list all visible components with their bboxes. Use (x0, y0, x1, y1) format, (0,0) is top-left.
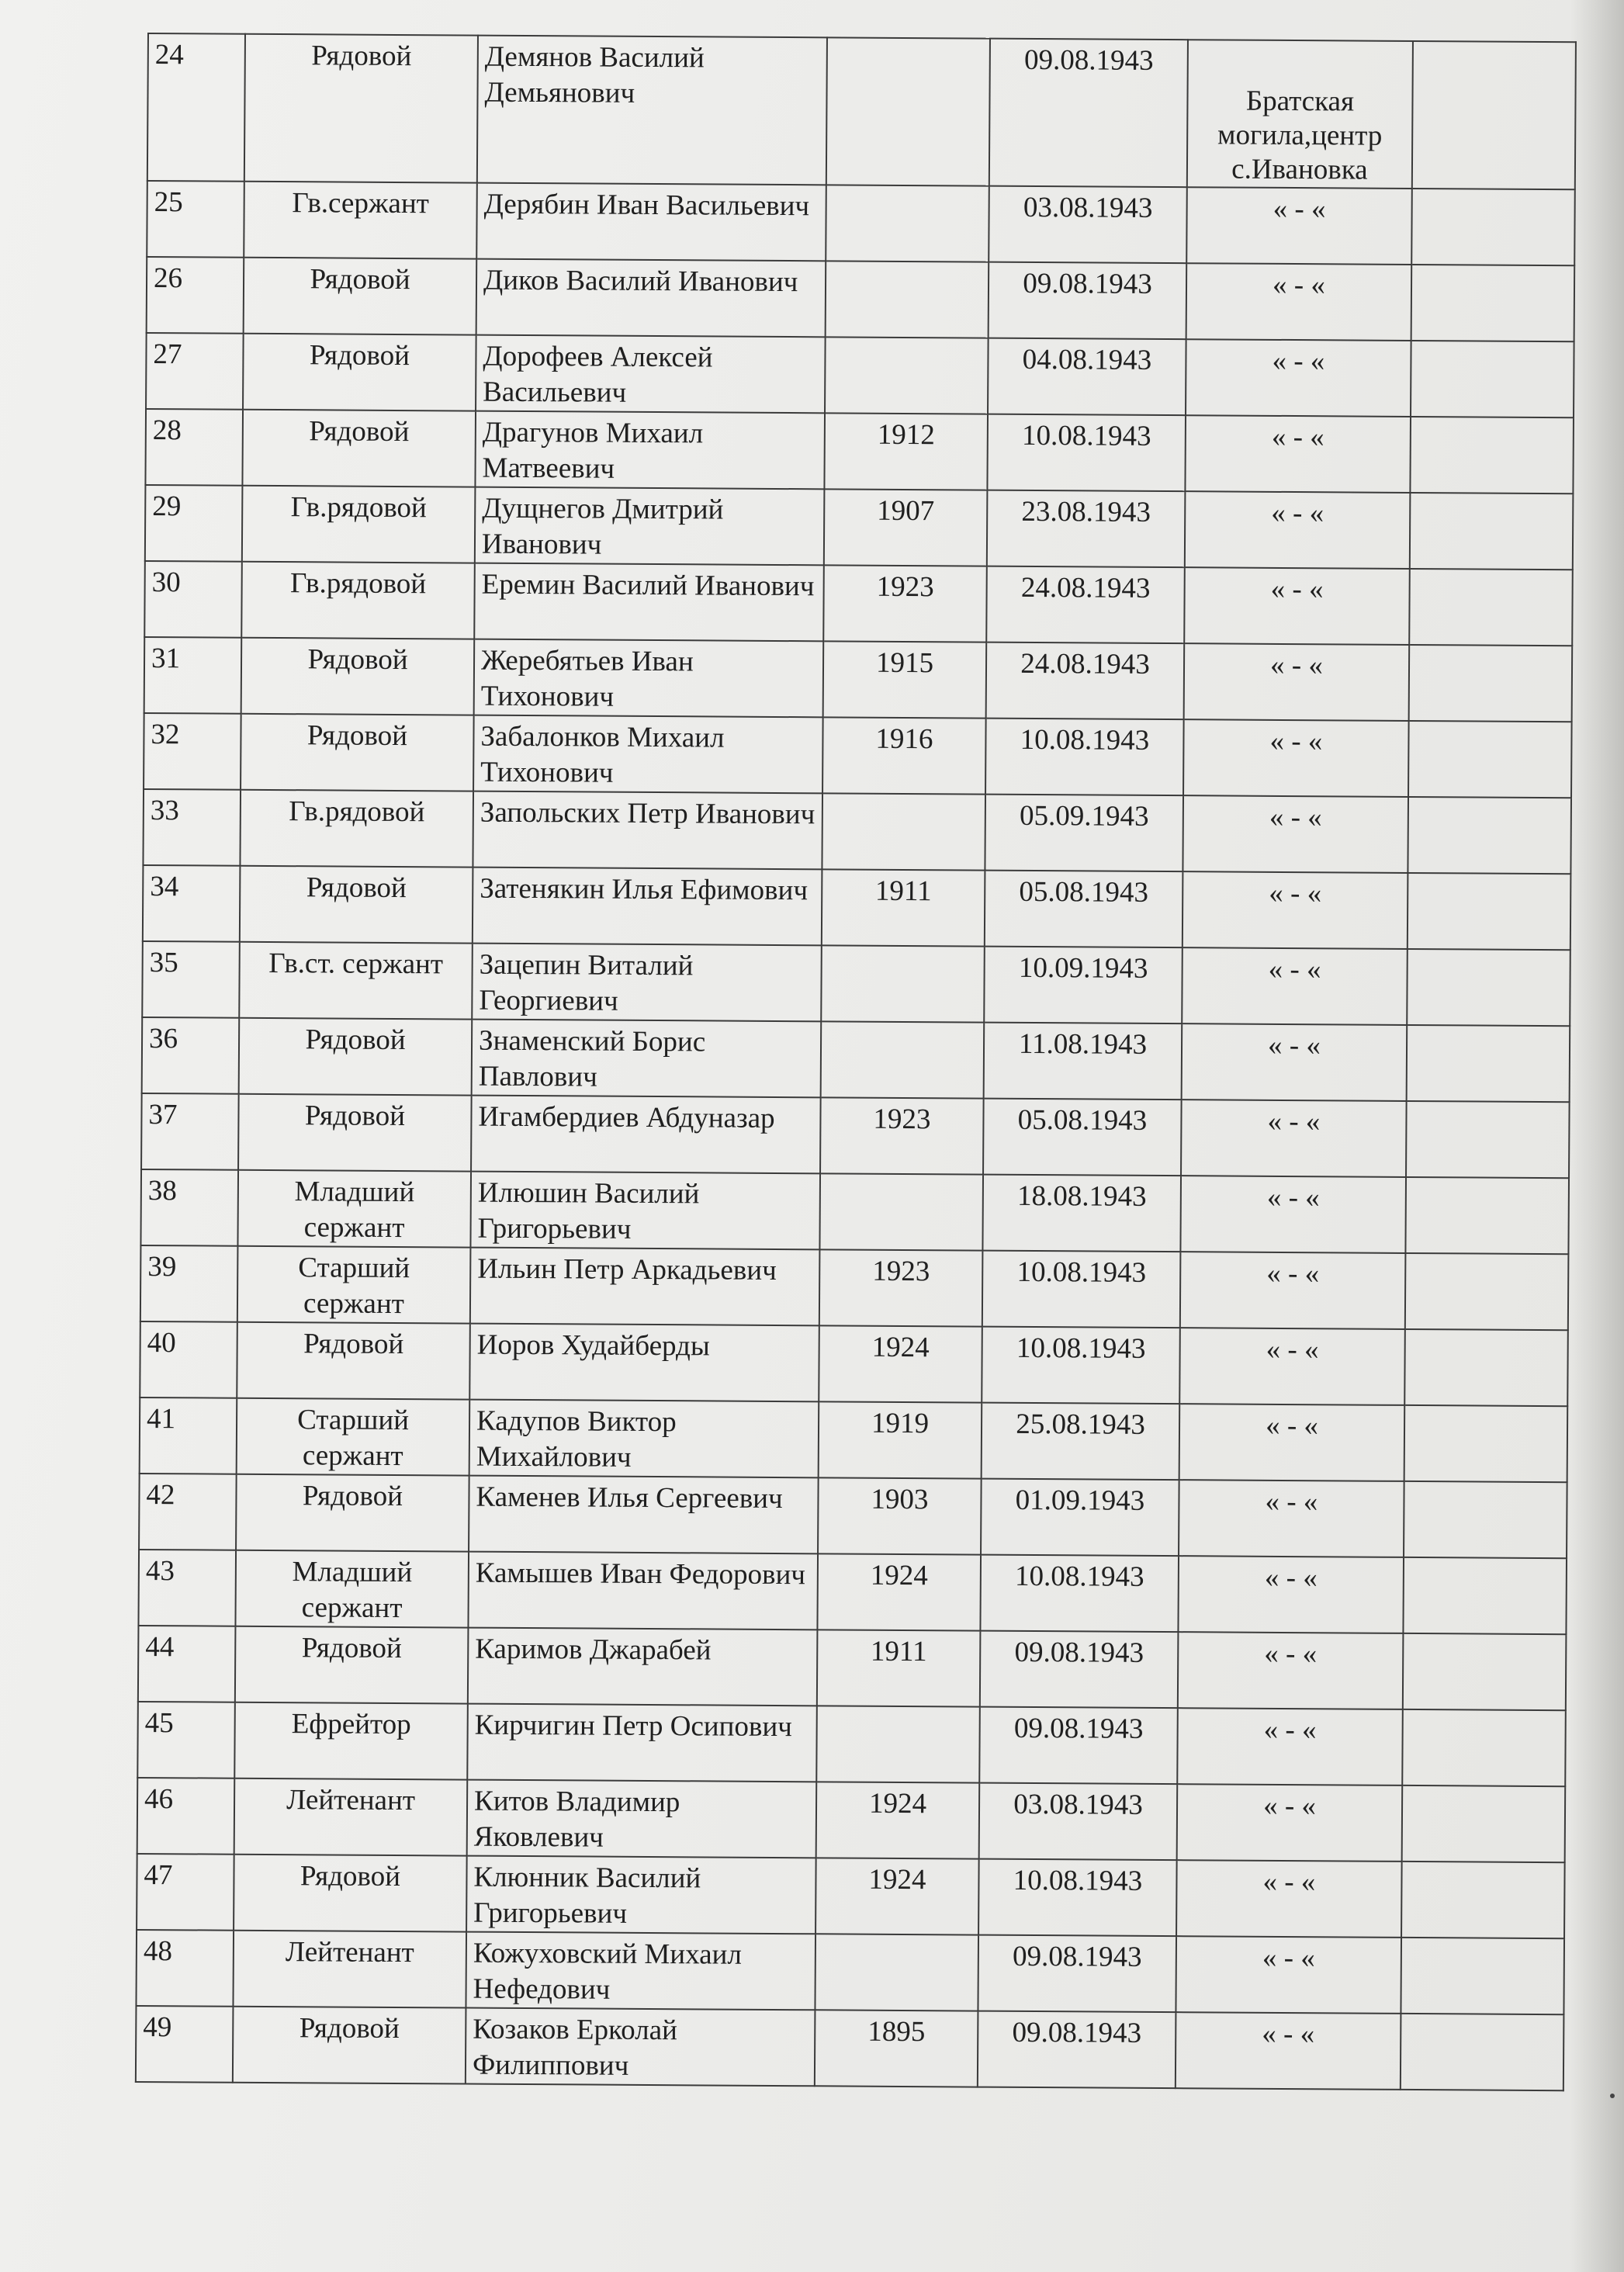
death-date-cell: 11.08.1943 (984, 1023, 1183, 1100)
full-name-cell: Диков Василий Иванович (476, 259, 826, 338)
table-row (145, 485, 1574, 570)
full-name-cell: Затенякин Илья Ефимович (473, 868, 822, 946)
notes-cell (1408, 721, 1572, 798)
military-rank-cell: Младший сержант (235, 1550, 469, 1628)
full-name-cell: Дущнегов Дмитрий Иванович (475, 487, 825, 566)
burial-place-cell: « - « (1186, 187, 1412, 265)
birth-year-cell (816, 1706, 980, 1782)
full-name-cell: Еремин Василий Иванович (474, 563, 824, 642)
burial-place-cell: « - « (1179, 1480, 1404, 1557)
full-name-cell: Знаменский Борис Павлович (472, 1020, 822, 1098)
table-row (136, 1930, 1564, 2014)
military-rank-cell: Рядовой (240, 866, 473, 944)
birth-year-cell (826, 37, 990, 185)
full-name-cell: Кирчигин Петр Осипович (467, 1704, 817, 1782)
notes-cell (1401, 1938, 1564, 2014)
full-name-cell: Запольских Петр Иванович (473, 791, 822, 870)
death-date-cell: 24.08.1943 (986, 642, 1185, 720)
death-date-cell: 18.08.1943 (982, 1175, 1181, 1252)
row-number-cell: 33 (143, 789, 241, 866)
row-number-cell: 26 (147, 257, 244, 334)
military-rank-cell: Рядовой (234, 1855, 467, 1932)
military-rank-cell: Ефрейтор (234, 1702, 468, 1780)
burial-place-cell: « - « (1185, 415, 1411, 493)
notes-cell (1401, 2014, 1564, 2090)
full-name-cell: Иоров Худайберды (469, 1324, 819, 1402)
page-edge-shadow (1570, 0, 1624, 2272)
notes-cell (1411, 265, 1575, 341)
table-body (136, 33, 1576, 2090)
death-date-cell: 09.08.1943 (989, 262, 1187, 340)
burial-place-cell: « - « (1178, 1556, 1404, 1633)
death-date-cell: 10.08.1943 (980, 1555, 1179, 1633)
notes-cell (1403, 1633, 1567, 1710)
military-rank-cell: Гв.сержант (244, 182, 477, 259)
row-number-cell: 43 (138, 1550, 236, 1626)
table-row (144, 713, 1572, 798)
table-row (139, 1474, 1567, 1558)
notes-cell (1410, 493, 1574, 570)
military-rank-cell: Рядовой (242, 410, 476, 487)
row-number-cell: 44 (138, 1626, 236, 1702)
full-name-cell: Каменев Илья Сергеевич (469, 1476, 819, 1554)
table-row (138, 1550, 1567, 1634)
burial-place-cell: « - « (1177, 1708, 1403, 1785)
table-row (137, 1702, 1566, 1786)
full-name-cell: Козаков Ерколай Филиппович (466, 2008, 815, 2087)
full-name-cell: Дерябин Иван Васильевич (476, 183, 826, 261)
birth-year-cell: 1924 (819, 1325, 982, 1402)
table-row (137, 1778, 1566, 1862)
row-number-cell: 49 (136, 2006, 234, 2083)
burial-place-cell: « - « (1184, 643, 1410, 721)
military-rank-cell: Рядовой (237, 1322, 470, 1400)
notes-cell (1402, 1785, 1566, 1862)
death-date-cell: 10.09.1943 (984, 947, 1183, 1024)
death-date-cell: 05.08.1943 (983, 1099, 1182, 1176)
table-row (147, 257, 1575, 341)
full-name-cell: Жеребятьев Иван Тихонович (474, 639, 824, 718)
table-row (141, 1093, 1570, 1178)
ink-dot (1610, 2094, 1615, 2098)
birth-year-cell: 1903 (818, 1477, 982, 1554)
military-rank-cell: Старший сержант (237, 1398, 470, 1476)
row-number-cell: 38 (140, 1169, 238, 1246)
table-row (138, 1626, 1567, 1710)
table-row (147, 33, 1576, 189)
row-number-cell: 35 (142, 941, 240, 1018)
burial-place-cell: « - « (1185, 491, 1411, 569)
notes-cell (1401, 1862, 1565, 1938)
notes-cell (1409, 569, 1573, 646)
death-date-cell: 10.08.1943 (985, 719, 1184, 796)
death-date-cell: 09.08.1943 (980, 1631, 1179, 1709)
row-number-cell: 37 (141, 1093, 239, 1170)
table-row (144, 637, 1573, 722)
full-name-cell: Клюнник Василий Григорьевич (466, 1856, 816, 1934)
burial-place-cell: « - « (1179, 1328, 1405, 1405)
burial-place-cell: « - « (1183, 871, 1408, 949)
notes-cell (1407, 949, 1570, 1026)
table-row (143, 865, 1571, 950)
row-number-cell: 45 (137, 1702, 235, 1778)
birth-year-cell (822, 793, 985, 870)
row-number-cell: 48 (136, 1930, 234, 2007)
table-row (147, 181, 1575, 265)
birth-year-cell (821, 1021, 985, 1098)
birth-year-cell: 1924 (817, 1553, 981, 1630)
notes-cell (1407, 1025, 1570, 1102)
burial-place-cell: « - « (1186, 339, 1411, 417)
military-rank-cell: Рядовой (233, 2007, 466, 2084)
death-date-cell: 10.08.1943 (982, 1251, 1181, 1328)
death-date-cell: 23.08.1943 (987, 490, 1186, 568)
military-rank-cell: Рядовой (241, 638, 475, 715)
notes-cell (1408, 873, 1571, 950)
burial-roll-table (135, 33, 1577, 2091)
birth-year-cell: 1911 (822, 869, 985, 946)
row-number-cell: 32 (144, 713, 241, 790)
notes-cell (1411, 341, 1574, 417)
burial-place-cell: Братская могила,центр с.Ивановка (1187, 40, 1413, 189)
full-name-cell: Кадупов Виктор Михайлович (469, 1400, 819, 1478)
row-number-cell: 40 (140, 1321, 237, 1398)
row-number-cell: 42 (139, 1474, 237, 1550)
full-name-cell: Драгунов Михаил Матвеевич (475, 411, 825, 490)
death-date-cell: 03.08.1943 (989, 186, 1187, 264)
table-row (137, 1854, 1565, 1938)
birth-year-cell: 1923 (820, 1097, 984, 1174)
military-rank-cell: Лейтенант (233, 1931, 466, 2008)
row-number-cell: 29 (145, 485, 243, 562)
table-row (143, 789, 1571, 874)
burial-place-cell: « - « (1178, 1632, 1404, 1709)
row-number-cell: 28 (145, 409, 243, 486)
full-name-cell: Зацепин Виталий Георгиевич (472, 944, 822, 1022)
military-rank-cell: Лейтенант (234, 1778, 468, 1856)
full-name-cell: Ильин Петр Аркадьевич (470, 1248, 820, 1326)
notes-cell (1403, 1557, 1567, 1634)
notes-cell (1410, 417, 1574, 494)
death-date-cell: 10.08.1943 (987, 414, 1186, 492)
burial-place-cell: « - « (1181, 1100, 1407, 1177)
birth-year-cell: 1912 (824, 413, 988, 490)
notes-cell (1404, 1329, 1568, 1406)
birth-year-cell (826, 261, 989, 338)
row-number-cell: 34 (143, 865, 241, 942)
death-date-cell: 10.08.1943 (978, 1859, 1177, 1937)
full-name-cell: Каримов Джарабей (468, 1628, 818, 1706)
military-rank-cell: Рядовой (244, 34, 478, 183)
notes-cell (1404, 1481, 1567, 1558)
military-rank-cell: Рядовой (236, 1474, 469, 1552)
notes-cell (1411, 189, 1575, 265)
military-rank-cell: Гв.рядовой (240, 790, 473, 868)
burial-place-cell: « - « (1182, 947, 1408, 1025)
birth-year-cell: 1923 (823, 565, 987, 642)
burial-place-cell: « - « (1183, 795, 1408, 873)
burial-place-cell: « - « (1176, 1936, 1401, 2014)
death-date-cell: 25.08.1943 (982, 1403, 1180, 1481)
death-date-cell: 05.09.1943 (985, 795, 1183, 872)
table-row (144, 561, 1573, 646)
row-number-cell: 41 (140, 1397, 237, 1474)
row-number-cell: 30 (144, 561, 242, 638)
full-name-cell: Илюшин Василий Григорьевич (470, 1172, 820, 1250)
full-name-cell: Китов Владимир Яковлевич (467, 1780, 817, 1858)
birth-year-cell (821, 945, 985, 1022)
death-date-cell: 10.08.1943 (982, 1327, 1180, 1404)
military-rank-cell: Рядовой (244, 258, 477, 335)
row-number-cell: 46 (137, 1778, 235, 1855)
row-number-cell: 36 (142, 1017, 240, 1094)
table-row (140, 1245, 1569, 1330)
row-number-cell: 24 (147, 33, 245, 182)
table-row (140, 1397, 1568, 1482)
notes-cell (1404, 1405, 1568, 1482)
full-name-cell: Кожуховский Михаил Нефедович (466, 1932, 815, 2011)
death-date-cell: 03.08.1943 (979, 1783, 1178, 1861)
burial-place-cell: « - « (1180, 1176, 1406, 1253)
military-rank-cell: Рядовой (239, 1018, 473, 1096)
death-date-cell: 09.08.1943 (989, 39, 1188, 188)
full-name-cell: Забалонков Михаил Тихонович (473, 715, 823, 794)
burial-place-cell: « - « (1180, 1252, 1406, 1329)
row-number-cell: 27 (146, 333, 244, 410)
full-name-cell: Дорофеев Алексей Васильевич (476, 335, 826, 414)
military-rank-cell: Рядовой (238, 1094, 472, 1172)
military-rank-cell: Рядовой (235, 1626, 469, 1704)
burial-place-cell: « - « (1177, 1784, 1403, 1862)
military-rank-cell: Рядовой (241, 714, 474, 791)
birth-year-cell: 1919 (819, 1401, 982, 1478)
birth-year-cell: 1915 (823, 641, 987, 718)
military-rank-cell: Гв.рядовой (241, 562, 475, 639)
table-row (146, 333, 1574, 417)
birth-year-cell (825, 337, 989, 414)
full-name-cell: Демянов Василий Демьянович (477, 36, 827, 185)
military-rank-cell: Гв.рядовой (242, 486, 476, 563)
row-number-cell: 31 (144, 637, 242, 714)
notes-cell (1405, 1177, 1569, 1254)
table-row (140, 1321, 1568, 1406)
death-date-cell: 09.08.1943 (979, 1707, 1178, 1785)
notes-cell (1412, 41, 1576, 189)
table-row (136, 2006, 1564, 2090)
birth-year-cell: 1916 (822, 717, 986, 794)
military-rank-cell: Рядовой (243, 334, 476, 411)
burial-place-cell: « - « (1182, 1023, 1408, 1101)
military-rank-cell: Младший сержант (237, 1170, 471, 1248)
birth-year-cell: 1923 (819, 1249, 983, 1326)
full-name-cell: Камышев Иван Федорович (468, 1552, 818, 1630)
burial-place-cell: « - « (1176, 1860, 1402, 1938)
row-number-cell: 47 (137, 1854, 234, 1931)
table-row (145, 409, 1574, 494)
birth-year-cell: 1907 (824, 489, 988, 566)
birth-year-cell: 1924 (815, 1858, 979, 1934)
burial-place-cell: « - « (1184, 567, 1410, 645)
military-rank-cell: Гв.ст. сержант (239, 942, 473, 1020)
birth-year-cell (826, 185, 989, 261)
notes-cell (1402, 1709, 1566, 1786)
death-date-cell: 09.08.1943 (978, 2011, 1176, 2089)
death-date-cell: 01.09.1943 (981, 1479, 1179, 1557)
row-number-cell: 25 (147, 181, 244, 258)
notes-cell (1409, 645, 1573, 722)
burial-place-cell: « - « (1183, 719, 1409, 797)
death-date-cell: 04.08.1943 (988, 338, 1186, 416)
row-number-cell: 39 (140, 1245, 238, 1322)
notes-cell (1408, 797, 1571, 874)
birth-year-cell (819, 1173, 983, 1250)
full-name-cell: Игамбердиев Абдуназар (471, 1096, 821, 1174)
notes-cell (1406, 1101, 1570, 1178)
burial-place-cell: « - « (1186, 263, 1412, 341)
military-rank-cell: Старший сержант (237, 1246, 471, 1324)
table-row (142, 941, 1570, 1026)
burial-place-cell: « - « (1179, 1404, 1405, 1481)
birth-year-cell (815, 1934, 978, 2011)
table-row (142, 1017, 1570, 1102)
burial-place-cell: « - « (1176, 2012, 1401, 2090)
birth-year-cell: 1895 (815, 2010, 978, 2087)
death-date-cell: 24.08.1943 (986, 566, 1185, 644)
birth-year-cell: 1911 (817, 1630, 981, 1706)
table-row (140, 1169, 1569, 1254)
notes-cell (1405, 1253, 1569, 1330)
death-date-cell: 09.08.1943 (978, 1935, 1176, 2013)
death-date-cell: 05.08.1943 (985, 871, 1183, 948)
birth-year-cell: 1924 (816, 1782, 980, 1858)
